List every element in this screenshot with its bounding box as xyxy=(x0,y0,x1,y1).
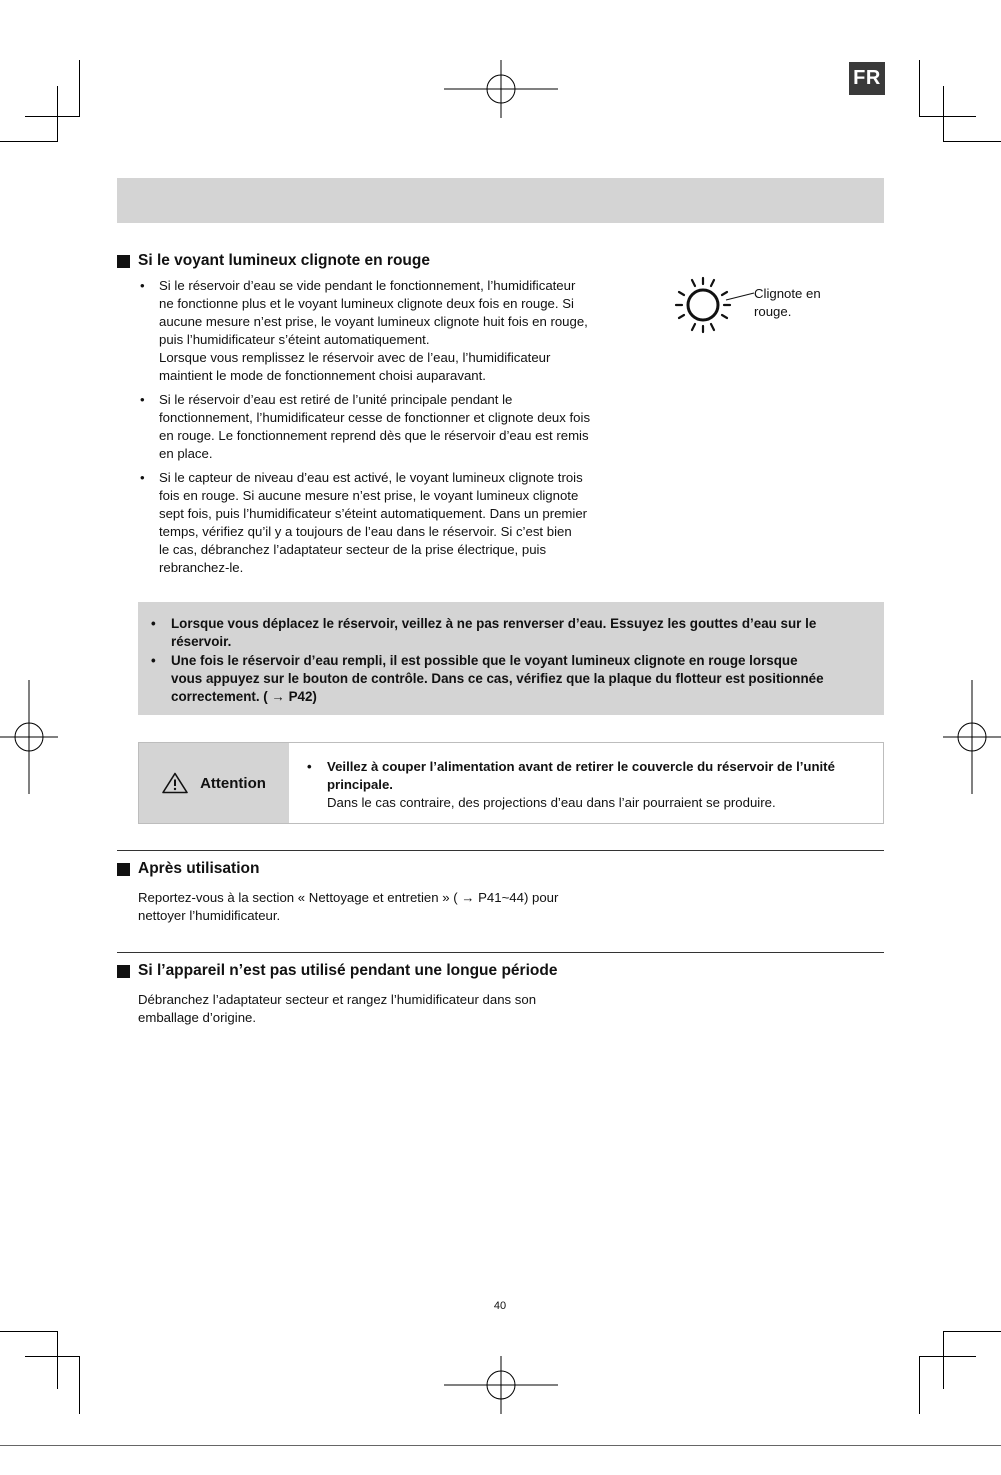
after-use-text: Reportez-vous à la section « Nettoyage et entretien » ( → P41~44) pour nettoyer l’humidificateur. xyxy=(138,890,559,923)
warning-icon xyxy=(162,772,188,794)
registration-mark-left xyxy=(0,680,58,794)
registration-mark-bottom xyxy=(444,1356,558,1414)
language-badge: FR xyxy=(849,62,885,95)
long-period-text: Débranchez l’adaptateur secteur et rangez l’humidificateur dans son emballage d’origine. xyxy=(138,992,537,1025)
square-bullet-icon xyxy=(117,863,130,876)
attention-warning: • Veillez à couper l’alimentation avant de retirer le couvercle du réservoir de l’unité principale. xyxy=(307,758,865,794)
attention-detail: Dans le cas contraire, des projections d’eau dans l’air pourraient se produire. xyxy=(327,795,776,810)
note-box xyxy=(138,602,884,715)
registration-mark-right xyxy=(943,680,1001,794)
attention-label-cell xyxy=(139,743,289,823)
attention-label: Attention xyxy=(200,774,266,792)
section-title-after-use: Après utilisation xyxy=(117,860,259,878)
list-item: • Si le capteur de niveau d’eau est activé, le voyant lumineux clignote trois fois en rouge. Si aucune mesure n’est prise, le voyant lumineux clignote sept fois, puis l’humidificateur s’éteint automatiquement. Dans un premier temps, vérifiez qu’il y a toujours de l’eau dans le réservoir. Si c’est bien le cas, débranchez l’adaptateur secteur de la prise électrique, puis rebranchez-le. xyxy=(138,469,628,577)
divider xyxy=(117,850,884,851)
section-title-blinking-red: Si le voyant lumineux clignote en rouge xyxy=(117,252,430,270)
attention-box xyxy=(138,742,884,824)
blinking-red-list xyxy=(138,277,628,583)
blinking-light-icon xyxy=(668,274,758,338)
list-item: • Si le réservoir d’eau est retiré de l’unité principale pendant le fonctionnement, l’humidificateur cesse de fonctionner et clignote deux fois en rouge. Le fonctionnement reprend dès que le réservoir d’eau est remis en place. xyxy=(138,391,628,463)
page-number: 40 xyxy=(493,1300,507,1312)
indicator-label: Clignote en rouge. xyxy=(754,286,821,319)
list-item: • Lorsque vous déplacez le réservoir, veillez à ne pas renverser d’eau. Essuyez les gouttes d’eau sur le réservoir. xyxy=(150,615,864,651)
section-title-long-period: Si l’appareil n’est pas utilisé pendant une longue période xyxy=(117,962,557,980)
divider xyxy=(117,952,884,953)
square-bullet-icon xyxy=(117,965,130,978)
square-bullet-icon xyxy=(117,255,130,268)
header-band xyxy=(117,178,884,223)
registration-mark-top xyxy=(444,60,558,118)
list-item: • Si le réservoir d’eau se vide pendant le fonctionnement, l’humidificateur ne fonctionne plus et le voyant lumineux clignote deux fois en rouge. Si aucune mesure n’est prise, le voyant lumineux clignote huit fois en rouge, puis l’humidificateur s’éteint automatiquement. Lorsque vous remplissez le réservoir avec de l’eau, l’humidificateur maintient le mode de fonctionnement choisi auparavant. xyxy=(138,277,628,385)
attention-content xyxy=(289,743,883,823)
list-item: • Une fois le réservoir d’eau rempli, il est possible que le voyant lumineux clignote en rouge lorsque vous appuyez sur le bouton de contrôle. Dans ce cas, vérifiez que la plaque du flotteur est positionnée correctement. ( → P42) xyxy=(150,652,864,706)
